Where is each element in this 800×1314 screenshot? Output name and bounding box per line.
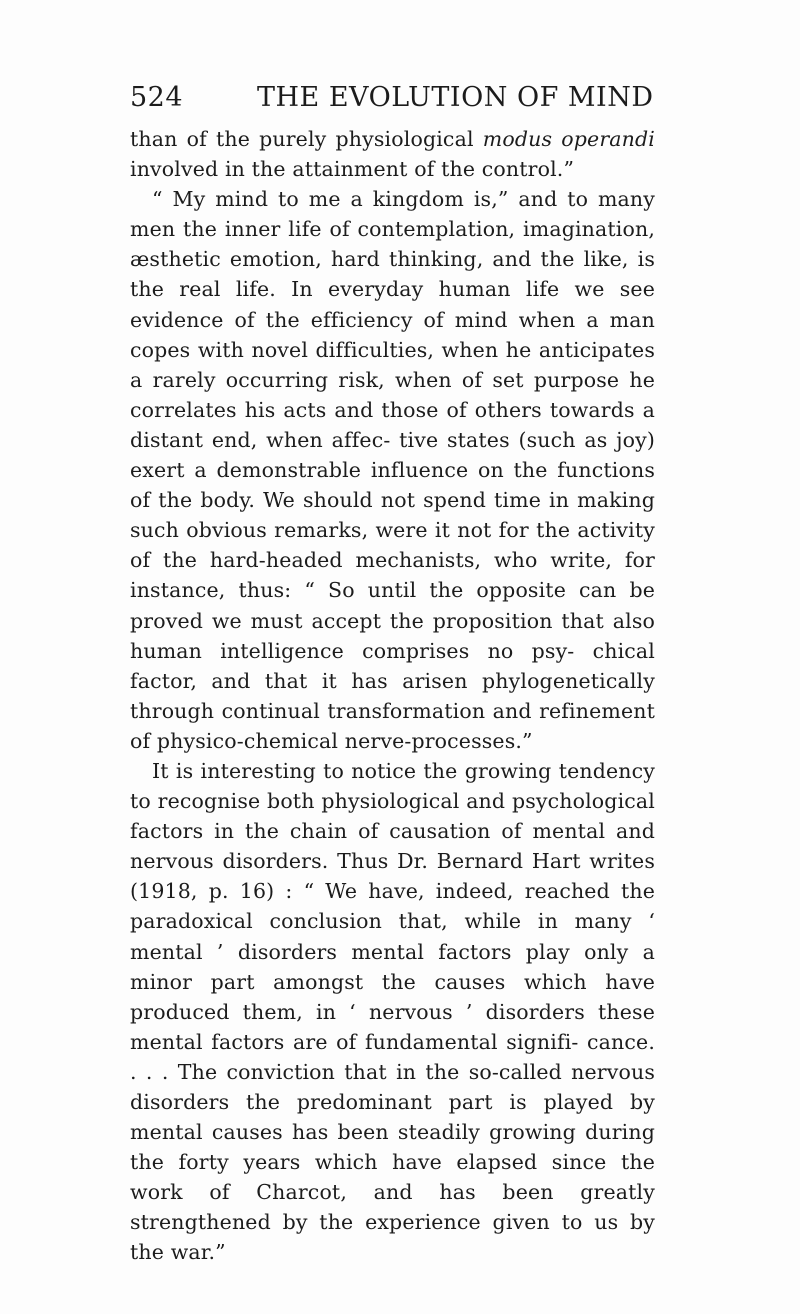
paragraph-continuation <box>130 124 655 184</box>
paragraph-text: involved in the attainment of the control.” <box>130 157 575 182</box>
paragraph: “ My mind to me a kingdom is,” and to many men the inner life of contemplation, imagination, æsthetic emotion, hard thinking, and the like, is the real life. In everyday human life we see evidence of the efficiency of mind when a man copes with novel difficulties, when he anticipates a rarely occurring risk, when of set purpose he correlates his acts and those of others towards a distant end, when affec- tive states (such as joy) exert a demonstrable influence on the functions of the body. We should not spend time in making such obvious remarks, were it not for the activity of the hard-headed mechanists, who write, for instance, thus: “ So until the opposite can be proved we must accept the proposition that also human intelligence comprises no psy- chical factor, and that it has arisen phylogenetically through continual transformation and refinement of physico-chemical nerve-processes.” <box>130 187 655 753</box>
paragraph-text: than of the purely physiological <box>130 127 483 151</box>
paragraph: It is interesting to notice the growing tendency to recognise both physiological and psychological factors in the chain of causation of mental and nervous disorders. Thus Dr. Bernard Hart writes (1918, p. 16) : “ We have, indeed, reached the paradoxical conclusion that, while in many ‘ mental ’ disorders mental factors play only a minor part amongst the causes which have produced them, in ‘ nervous ’ disorders these mental factors are of fundamental signifi- cance. . . . The conviction that in the so-called nervous disorders the predominant part is played by mental causes has been steadily growing during the forty years which have elapsed since the work of Charcot, and has been greatly strengthened by the experience given to us by the war.” <box>130 758 655 1265</box>
running-title: THE EVOLUTION OF MIND <box>257 82 654 113</box>
italic-phrase: modus operandi <box>482 127 655 151</box>
running-head <box>130 82 655 116</box>
body-text <box>130 124 655 1268</box>
page-number: 524 <box>130 82 184 113</box>
